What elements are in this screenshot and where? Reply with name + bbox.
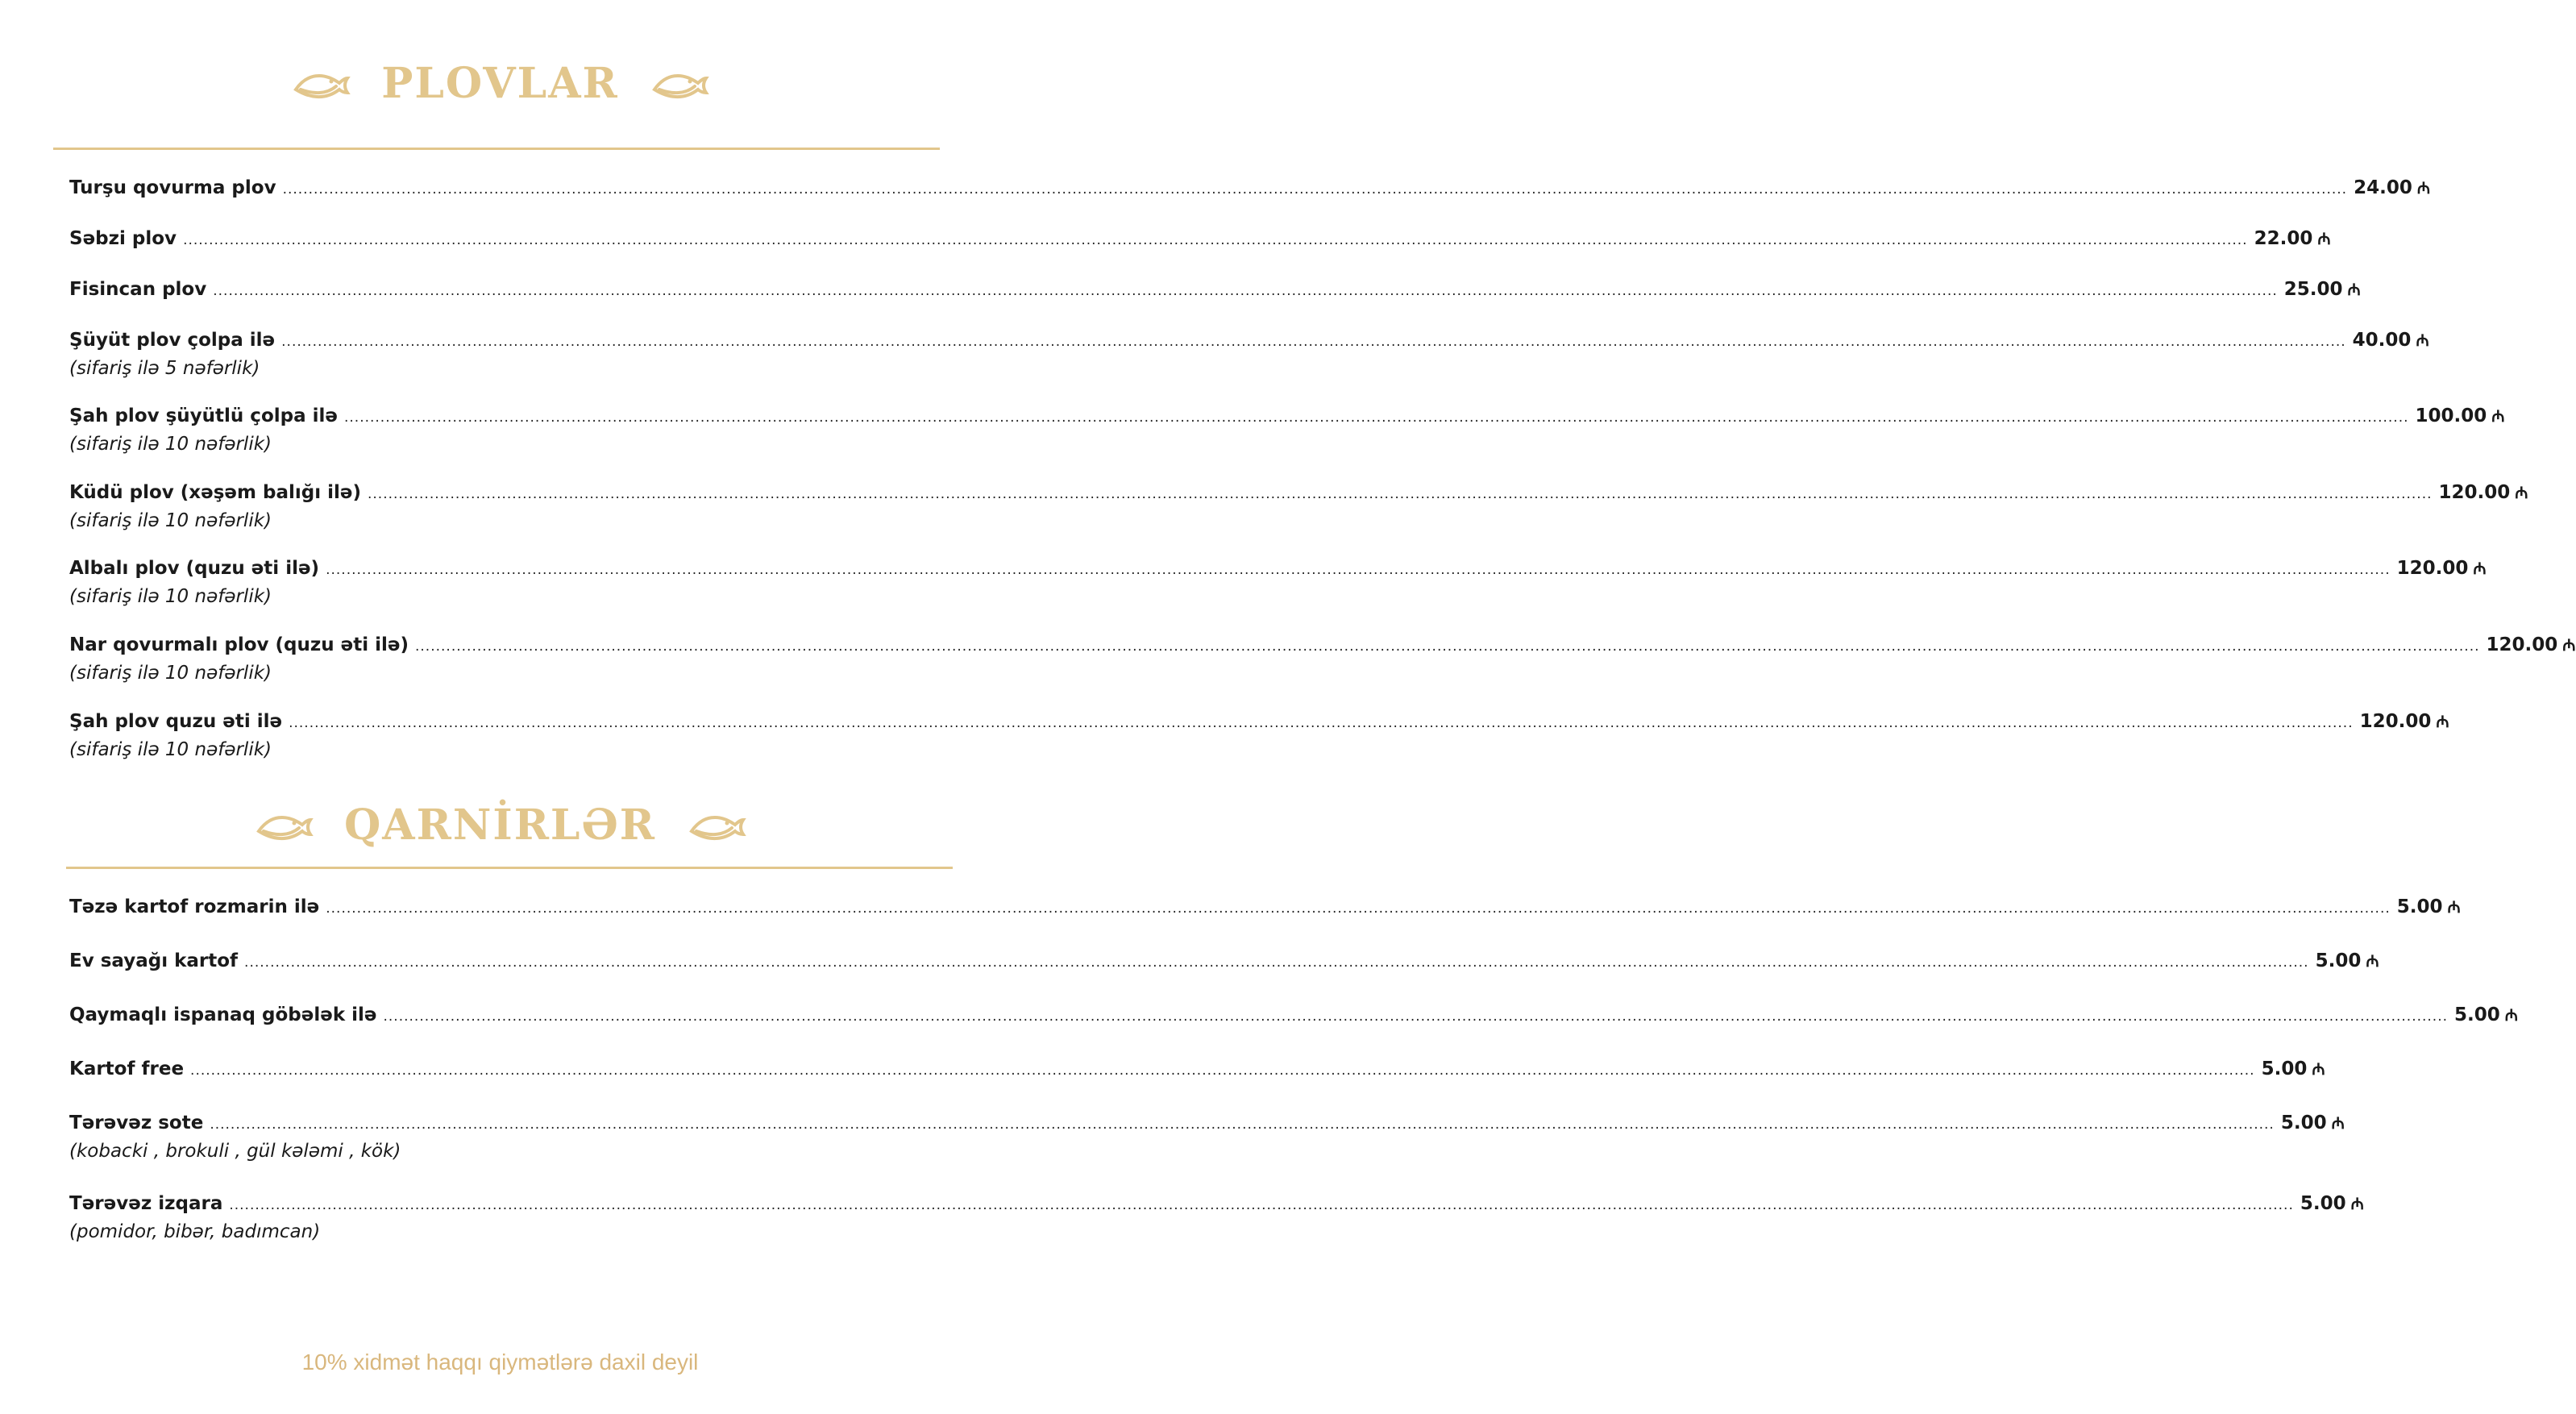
manat-icon: ₼: [2416, 331, 2429, 350]
dot-leader: ................................................................................................................................................................................................................................................................................................................................................................................................................: [210, 1117, 2275, 1133]
menu-item-row: [69, 176, 2431, 202]
section-heading-qarnirler: [0, 801, 1000, 850]
item-name: Kartof free: [69, 1058, 185, 1079]
menu-item: [69, 328, 2429, 381]
menu-item-row: [69, 227, 2331, 252]
item-name: Küdü plov (xəşəm balığı ilə): [69, 482, 361, 503]
menu-item: [69, 556, 2487, 609]
menu-item: [69, 1003, 2518, 1029]
dot-leader: ................................................................................................................................................................................................................................................................................................................................................................................................................: [289, 715, 2354, 731]
manat-icon: ₼: [2312, 1059, 2325, 1079]
fish-icon: [688, 807, 745, 844]
item-price: 25.00: [2283, 279, 2343, 300]
manat-icon: ₼: [2447, 897, 2461, 917]
item-price: 100.00: [2415, 405, 2487, 426]
manat-icon: ₼: [2473, 559, 2487, 578]
menu-item: [69, 1192, 2364, 1244]
manat-icon: ₼: [2436, 712, 2449, 731]
item-name: Tərəvəz izqara: [69, 1193, 223, 1214]
menu-item-row: [69, 277, 2361, 303]
section-divider: [53, 148, 940, 150]
service-charge-note: 10% xidmət haqqı qiymətlərə daxil deyil: [301, 1350, 699, 1374]
menu-item-row: [69, 895, 2461, 921]
item-price: 22.00: [2254, 228, 2313, 249]
menu-item: [69, 1111, 2345, 1163]
manat-icon: ₼: [2515, 483, 2528, 502]
menu-item: [69, 1057, 2325, 1083]
menu-item-row: [69, 556, 2487, 582]
item-name: Nar qovurmalı plov (quzu əti ilə): [69, 634, 409, 655]
item-price: 24.00: [2354, 177, 2412, 198]
item-note: (kobacki , brokuli , gül kələmi , kök): [69, 1141, 401, 1162]
item-price: 120.00: [2438, 482, 2511, 503]
item-note: (sifariş ilə 10 nəfərlik): [69, 663, 272, 684]
dot-leader: ................................................................................................................................................................................................................................................................................................................................................................................................................: [343, 410, 2409, 426]
item-price: 5.00: [2315, 950, 2362, 971]
item-name: Fisincan plov: [69, 279, 207, 300]
manat-icon: ₼: [2562, 635, 2576, 655]
item-name: Səbzi plov: [69, 228, 177, 249]
menu-item: [69, 633, 2576, 685]
menu-item: [69, 227, 2331, 252]
manat-icon: ₼: [2350, 1194, 2364, 1213]
item-name: Tərəvəz sote: [69, 1112, 204, 1133]
item-note: (sifariş ilə 10 nəfərlik): [69, 434, 272, 455]
menu-item: [69, 480, 2528, 533]
item-name: Təzə kartof rozmarin ilə: [69, 896, 320, 917]
item-price: 40.00: [2352, 330, 2412, 351]
section-heading-plovlar: [0, 59, 1000, 108]
dot-leader: ................................................................................................................................................................................................................................................................................................................................................................................................................: [415, 638, 2480, 655]
fish-icon: [293, 65, 349, 102]
section-title: QARNİRLƏR: [343, 801, 656, 850]
dot-leader: ................................................................................................................................................................................................................................................................................................................................................................................................................: [383, 1009, 2449, 1025]
menu-item-row: [69, 949, 2379, 975]
menu-item: [69, 949, 2379, 975]
item-price: 5.00: [2454, 1004, 2500, 1025]
dot-leader: ................................................................................................................................................................................................................................................................................................................................................................................................................: [281, 334, 2346, 350]
item-price: 120.00: [2359, 711, 2432, 732]
fish-icon: [256, 807, 312, 844]
item-note: (sifariş ilə 10 nəfərlik): [69, 510, 272, 531]
manat-icon: ₼: [2317, 229, 2331, 248]
menu-item: [69, 404, 2505, 456]
menu-item: [69, 709, 2449, 762]
menu-item: [69, 176, 2431, 202]
item-price: 5.00: [2300, 1193, 2346, 1214]
dot-leader: ................................................................................................................................................................................................................................................................................................................................................................................................................: [244, 954, 2309, 971]
dot-leader: ................................................................................................................................................................................................................................................................................................................................................................................................................: [282, 181, 2348, 198]
dot-leader: ................................................................................................................................................................................................................................................................................................................................................................................................................: [326, 562, 2391, 578]
item-price: 5.00: [2261, 1058, 2308, 1079]
menu-item-row: [69, 633, 2576, 659]
item-price: 120.00: [2396, 558, 2469, 579]
fish-icon: [651, 65, 708, 102]
menu-item-row: [69, 709, 2449, 735]
dot-leader: ................................................................................................................................................................................................................................................................................................................................................................................................................: [190, 1063, 2255, 1079]
menu-item-row: [69, 328, 2429, 354]
dot-leader: ................................................................................................................................................................................................................................................................................................................................................................................................................: [183, 232, 2248, 248]
dot-leader: ................................................................................................................................................................................................................................................................................................................................................................................................................: [229, 1197, 2294, 1213]
dot-leader: ................................................................................................................................................................................................................................................................................................................................................................................................................: [213, 283, 2278, 299]
item-name: Şüyüt plov çolpa ilə: [69, 330, 276, 351]
item-name: Şah plov şüyütlü çolpa ilə: [69, 405, 338, 426]
item-name: Şah plov quzu əti ilə: [69, 711, 283, 732]
item-name: Turşu qovurma plov: [69, 177, 276, 198]
menu-item: [69, 895, 2461, 921]
manat-icon: ₼: [2331, 1113, 2345, 1133]
item-note: (sifariş ilə 5 nəfərlik): [69, 358, 260, 379]
item-price: 5.00: [2396, 896, 2443, 917]
menu-item-row: [69, 1003, 2518, 1029]
menu-item-row: [69, 1111, 2345, 1137]
item-name: Ev sayağı kartof: [69, 950, 239, 971]
item-note: (sifariş ilə 10 nəfərlik): [69, 586, 272, 607]
section-title: PLOVLAR: [381, 59, 619, 108]
menu-item-row: [69, 404, 2505, 430]
item-name: Qaymaqlı ispanaq göbələk ilə: [69, 1004, 377, 1025]
dot-leader: ................................................................................................................................................................................................................................................................................................................................................................................................................: [326, 900, 2391, 917]
item-note: (sifariş ilə 10 nəfərlik): [69, 739, 272, 760]
item-name: Albalı plov (quzu əti ilə): [69, 558, 320, 579]
item-price: 120.00: [2486, 634, 2558, 655]
menu-item-row: [69, 480, 2528, 506]
menu-item: [69, 277, 2361, 303]
manat-icon: ₼: [2366, 951, 2379, 971]
item-price: 5.00: [2280, 1112, 2327, 1133]
dot-leader: ................................................................................................................................................................................................................................................................................................................................................................................................................: [367, 486, 2433, 502]
manat-icon: ₼: [2504, 1005, 2518, 1025]
manat-icon: ₼: [2491, 406, 2505, 426]
section-divider: [66, 867, 953, 869]
menu-item-row: [69, 1057, 2325, 1083]
manat-icon: ₼: [2416, 178, 2431, 198]
menu-item-row: [69, 1192, 2364, 1217]
item-note: (pomidor, bibər, badımcan): [69, 1221, 321, 1242]
manat-icon: ₼: [2347, 280, 2361, 299]
